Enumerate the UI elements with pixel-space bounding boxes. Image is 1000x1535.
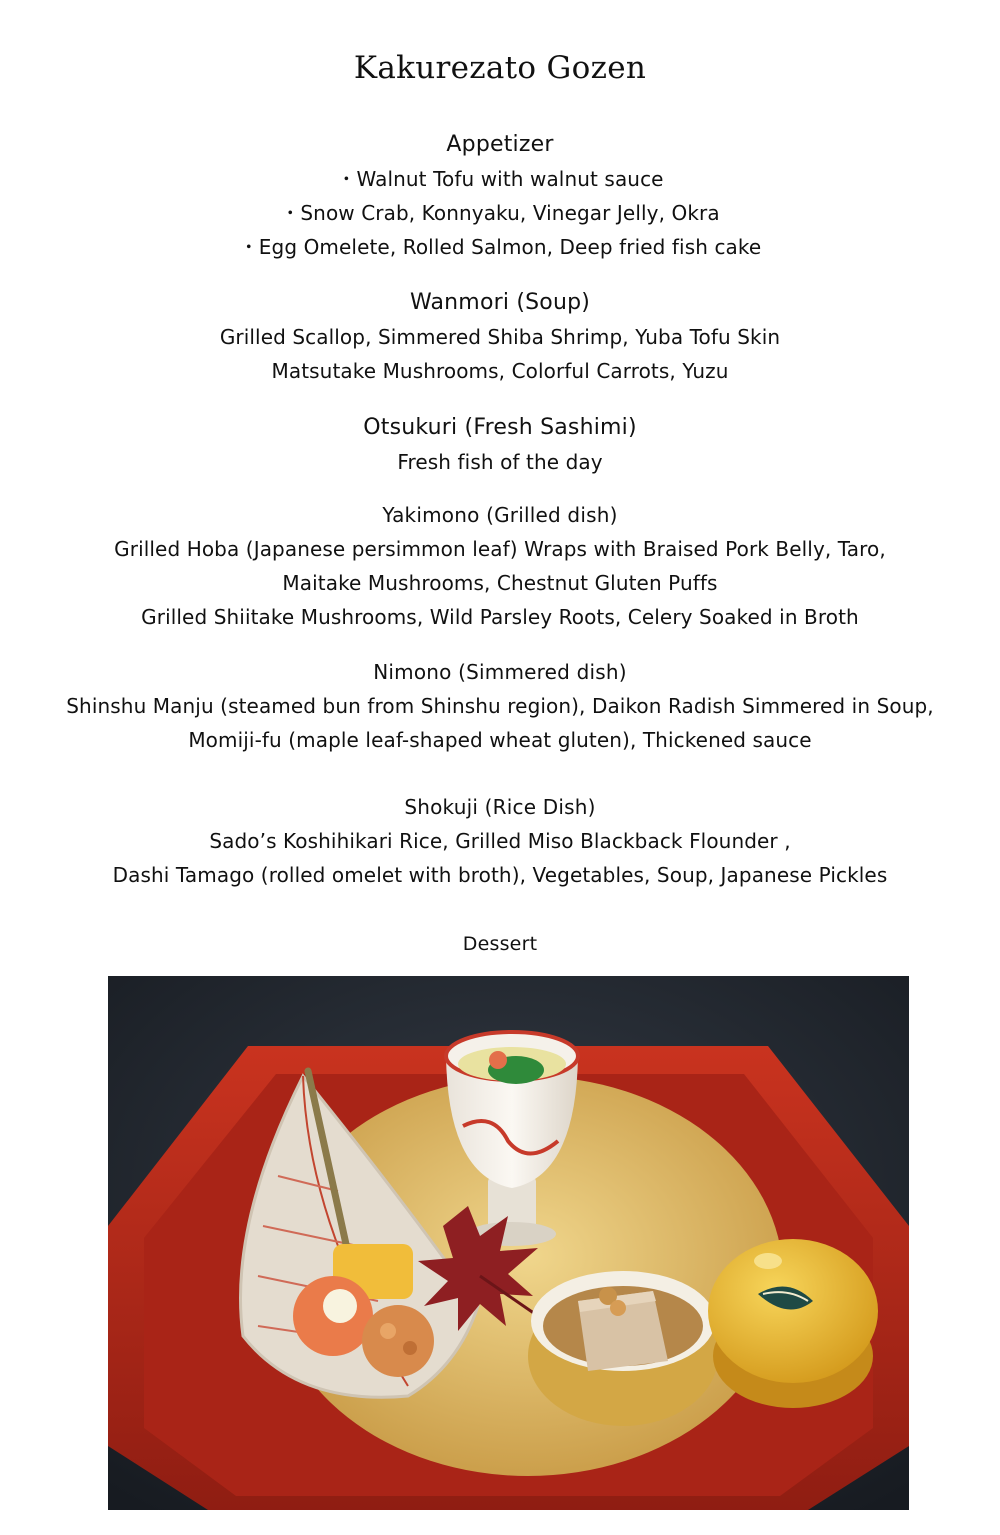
section-wanmori [0, 286, 1000, 388]
menu-line: ・Walnut Tofu with walnut sauce [336, 167, 664, 191]
kaiseki-dish-photo [108, 976, 909, 1510]
section-heading: Dessert [462, 933, 538, 955]
section-nimono [0, 655, 1000, 757]
menu-line: Matsutake Mushrooms, Colorful Carrots, Yuzu [271, 359, 729, 383]
menu-title: Kakurezato Gozen [353, 50, 647, 86]
section-yakimono [0, 498, 1000, 634]
section-heading: Shokuji (Rice Dish) [404, 795, 596, 819]
menu-line: Grilled Hoba (Japanese persimmon leaf) Wraps with Braised Pork Belly, Taro, [114, 537, 886, 561]
menu-line: Momiji-fu (maple leaf-shaped wheat gluten), Thickened sauce [188, 728, 812, 752]
dish-illustration [108, 976, 909, 1510]
section-heading: Appetizer [446, 132, 554, 157]
section-dessert [0, 928, 1000, 960]
section-shokuji [0, 790, 1000, 892]
menu-line: Sado’s Koshihikari Rice, Grilled Miso Blackback Flounder , [209, 829, 791, 853]
menu-line: Shinshu Manju (steamed bun from Shinshu region), Daikon Radish Simmered in Soup, [66, 694, 934, 718]
yuzu-lid-bowl [708, 1239, 878, 1408]
tofu-bowl [528, 1271, 718, 1426]
menu-line: Grilled Scallop, Simmered Shiba Shrimp, Yuba Tofu Skin [219, 325, 781, 349]
section-heading: Yakimono (Grilled dish) [382, 503, 618, 527]
menu-line: Maitake Mushrooms, Chestnut Gluten Puffs [282, 571, 718, 595]
menu-line: ・Snow Crab, Konnyaku, Vinegar Jelly, Okra [280, 201, 720, 225]
section-heading: Wanmori (Soup) [409, 290, 591, 315]
section-heading: Nimono (Simmered dish) [373, 660, 627, 684]
section-heading: Otsukuri (Fresh Sashimi) [363, 415, 637, 440]
section-appetizer [0, 128, 1000, 264]
menu-line: Fresh fish of the day [397, 450, 603, 474]
menu-line: ・Egg Omelete, Rolled Salmon, Deep fried fish cake [238, 235, 762, 259]
menu-line: Grilled Shiitake Mushrooms, Wild Parsley Roots, Celery Soaked in Broth [141, 605, 859, 629]
section-otsukuri [0, 411, 1000, 479]
menu-line: Dashi Tamago (rolled omelet with broth), Vegetables, Soup, Japanese Pickles [112, 863, 888, 887]
